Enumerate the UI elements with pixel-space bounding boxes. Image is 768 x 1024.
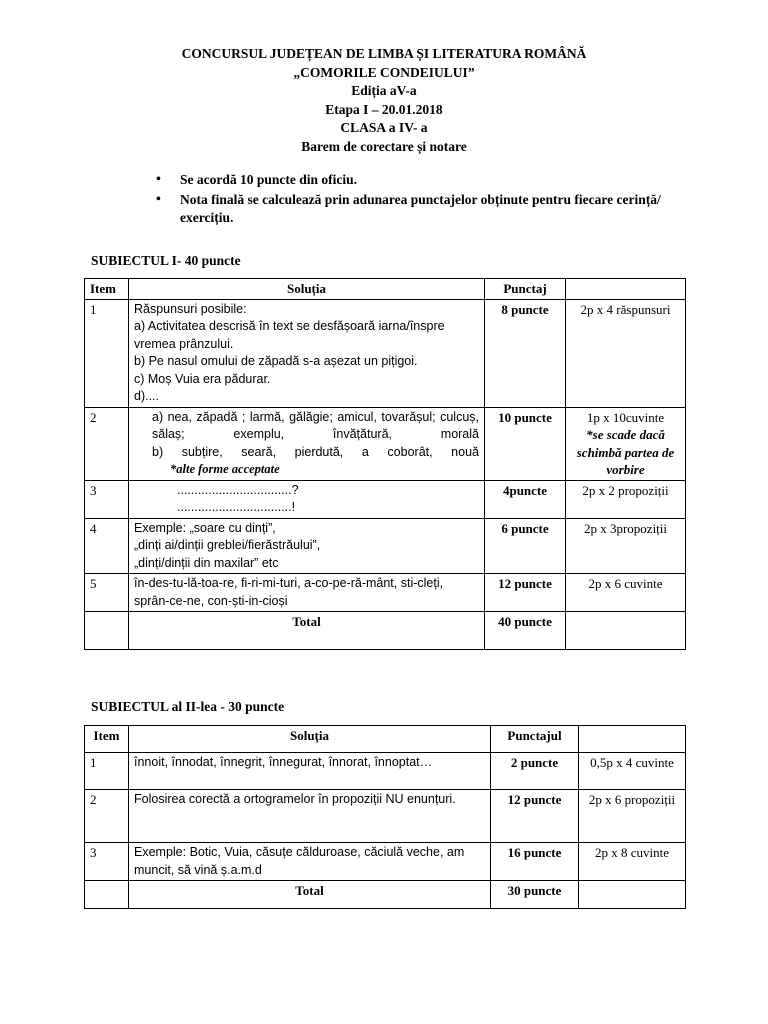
solution-line: Răspunsuri posibile: [134, 301, 247, 316]
table-row [85, 480, 686, 518]
note-cell: 2p x 6 propoziții [579, 790, 686, 843]
solution-line: a) Activitatea descrisă în text se desfășoară iarna/înspre vremea prânzului. [134, 319, 445, 351]
solution-cell [129, 518, 485, 574]
points-cell: 10 puncte [485, 407, 566, 480]
points-cell: 2 puncte [491, 753, 579, 790]
item-number: 3 [85, 480, 129, 518]
empty-cell [85, 881, 129, 909]
subject1-table [84, 278, 686, 650]
solution-line: „dinți ai/dinții greblei/fierăstrăului”, [134, 538, 321, 552]
scoring-guide-title: Barem de corectare și notare [301, 138, 467, 154]
document-header [0, 45, 768, 156]
solution-line: „dinți/dinții din maxilar” etc [134, 555, 279, 570]
subject2-table [84, 725, 686, 909]
table-row [85, 518, 686, 574]
column-header-points: Punctaj [485, 279, 566, 300]
item-number: 3 [85, 843, 129, 881]
note-cell: 0,5p x 4 cuvinte [579, 753, 686, 790]
empty-cell [85, 612, 129, 650]
points-cell: 12 puncte [491, 790, 579, 843]
solution-cell [129, 480, 485, 518]
solution-line: Exemple: „soare cu dinți”, [134, 520, 276, 535]
subject2-title: SUBIECTUL al II-lea - 30 puncte [91, 699, 285, 714]
empty-cell [566, 612, 686, 650]
solution-cell [129, 574, 485, 612]
solution-line: c) Moș Vuia era pădurar. [134, 371, 271, 386]
solution-line: .................................! [177, 500, 296, 514]
contest-title: CONCURSUL JUDEȚEAN DE LIMBA ȘI LITERATURA ROMÂNĂ [181, 46, 587, 61]
note-cell: 2p x 3propoziții [566, 518, 686, 574]
note-cell: 2p x 2 propoziții [566, 480, 686, 518]
points-cell: 16 puncte [491, 843, 579, 881]
total-row [85, 612, 686, 650]
column-header-item: Item [85, 279, 129, 300]
item-number: 1 [85, 299, 129, 407]
note-line: 1p x 10cuvinte [586, 409, 665, 425]
solution-cell: înnoit, înnodat, înnegrit, înnegurat, înnorat, înnoptat… [129, 753, 491, 790]
solution-cell: Folosirea corectă a ortogramelor în propoziții NU enunțuri. [129, 790, 491, 843]
points-cell: 8 puncte [485, 299, 566, 407]
stage-date: Etapa I – 20.01.2018 [325, 101, 443, 117]
note-cell: 2p x 6 cuvinte [566, 574, 686, 612]
rule-item: • Se acordă 10 puncte din oficiu. [152, 171, 712, 189]
solution-line: b) subțire, seară, pierdută, a coborât, nouă [152, 444, 479, 459]
total-label: Total [129, 881, 491, 909]
note-line: *se scade dacă schimbă partea de vorbire [576, 427, 675, 477]
item-number: 2 [85, 407, 129, 480]
solution-cell [129, 407, 485, 480]
column-header-item: Item [85, 726, 129, 753]
total-row [85, 881, 686, 909]
general-rules-list [152, 171, 712, 229]
solution-line: *alte forme acceptate [170, 462, 280, 476]
empty-cell [579, 881, 686, 909]
solution-line: b) Pe nasul omului de zăpadă s-a așezat un pițigoi. [134, 354, 418, 368]
column-header-points: Punctajul [491, 726, 579, 753]
total-label: Total [129, 612, 485, 650]
subject1-title: SUBIECTUL I- 40 puncte [91, 253, 241, 268]
table-row [85, 407, 686, 480]
table-header-row [85, 726, 686, 753]
contest-name: „COMORILE CONDEIULUI” [293, 64, 475, 80]
table-row [85, 299, 686, 407]
solution-line: în-des-tu-lă-toa-re, fi-ri-mi-turi, a-co-pe-ră-mânt, sti-cleți, sprân-ce-ne, con-ști-in-cioși [134, 576, 444, 608]
item-number: 2 [85, 790, 129, 843]
column-header-notes [566, 279, 686, 300]
solution-cell [129, 299, 485, 407]
item-number: 5 [85, 574, 129, 612]
solution-cell: Exemple: Botic, Vuia, căsuțe călduroase, căciulă veche, am muncit, să vină ș.a.m.d [129, 843, 491, 881]
points-cell: 4puncte [485, 480, 566, 518]
points-cell: 6 puncte [485, 518, 566, 574]
item-number: 4 [85, 518, 129, 574]
solution-line: d).... [134, 389, 160, 403]
grade: CLASA a IV- a [340, 120, 428, 135]
total-points: 40 puncte [485, 612, 566, 650]
rule-item: • Nota finală se calculează prin adunarea punctajelor obținute pentru fiecare cerință/ exercițiu. [152, 191, 712, 227]
edition: Ediția aV-a [351, 83, 417, 98]
table-row [85, 574, 686, 612]
total-points: 30 puncte [491, 881, 579, 909]
note-cell: 2p x 4 răspunsuri [566, 299, 686, 407]
note-cell [566, 407, 686, 480]
table-header-row [85, 279, 686, 300]
solution-line: a) nea, zăpadă ; larmă, gălăgie; amicul, tovarășul; culcuș, sălaș; exemplu, învățătură, morală [152, 409, 479, 441]
table-row [85, 753, 686, 790]
column-header-solution: Soluția [129, 279, 485, 300]
table-row [85, 843, 686, 881]
item-number: 1 [85, 753, 129, 790]
column-header-solution: Soluția [129, 726, 491, 753]
column-header-notes [579, 726, 686, 753]
table-row [85, 790, 686, 843]
points-cell: 12 puncte [485, 574, 566, 612]
note-cell: 2p x 8 cuvinte [579, 843, 686, 881]
solution-line: .................................? [177, 482, 299, 497]
